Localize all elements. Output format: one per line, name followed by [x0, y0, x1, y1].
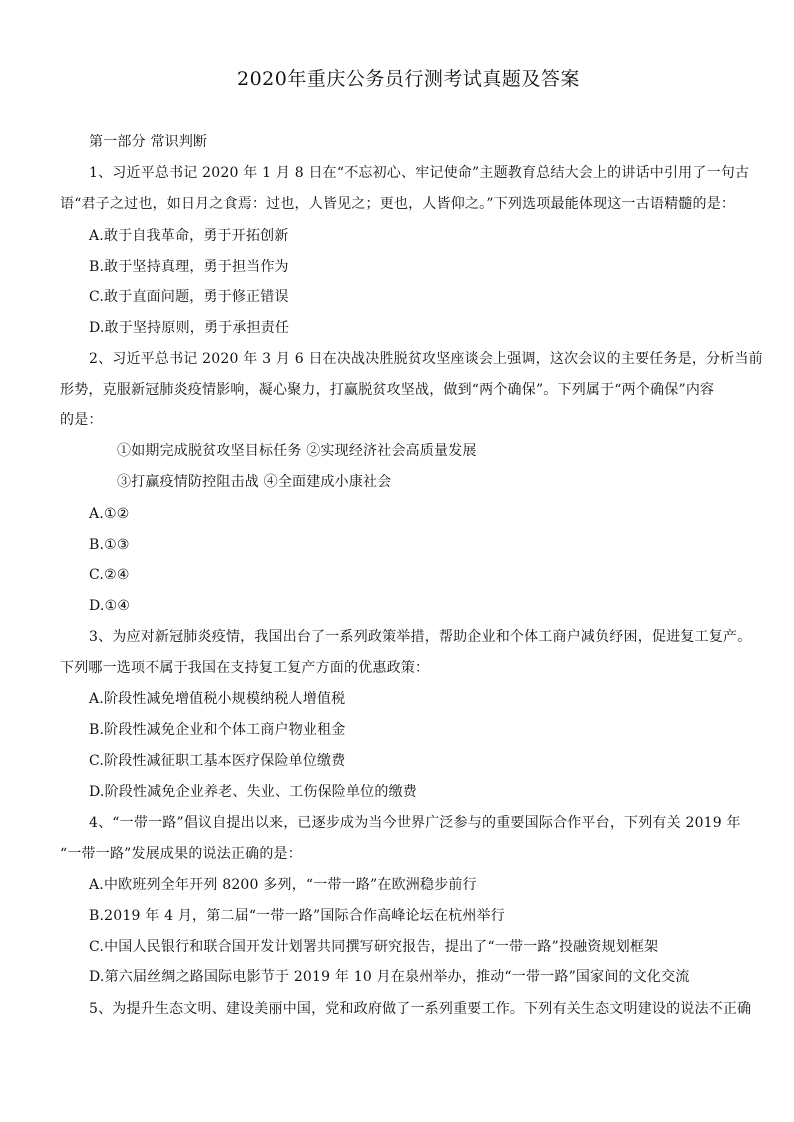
option-c: C.敢于直面问题，勇于修正错误: [89, 289, 289, 305]
option-c: C.阶段性减征职工基本医疗保险单位缴费: [89, 753, 346, 769]
numbered-items-line: ③打赢疫情防控阻击战 ④全面建成小康社会: [117, 474, 392, 490]
option-b: B.2019 年 4 月，第二届“一带一路”国际合作高峰论坛在杭州举行: [89, 908, 505, 924]
option-d: D.①④: [89, 598, 131, 614]
option-c: C.②④: [89, 567, 130, 583]
option-b: B.阶段性减免企业和个体工商户物业租金: [89, 722, 346, 738]
question-stem-line: 4、“一带一路”倡议自提出以来，已逐步成为当今世界广泛参与的重要国际合作平台，下列有关 2019 年: [89, 815, 741, 831]
question-stem-line: 下列哪一选项不属于我国在支持复工复产方面的优惠政策：: [60, 660, 430, 676]
numbered-items-line: ①如期完成脱贫攻坚目标任务 ②实现经济社会高质量发展: [117, 443, 477, 459]
section-heading: 第一部分 常识判断: [89, 134, 208, 150]
option-c: C.中国人民银行和联合国开发计划署共同撰写研究报告，提出了“一带一路”投融资规划框架: [89, 939, 659, 955]
option-d: D.第六届丝绸之路国际电影节于 2019 年 10 月在泉州举办，推动“一带一路”国家间的文化交流: [89, 969, 690, 985]
option-a: A.中欧班列全年开列 8200 多列，“一带一路”在欧洲稳步前行: [89, 877, 477, 893]
option-a: A.阶段性减免增值税小规模纳税人增值税: [89, 691, 346, 707]
question-stem-line: 的是：: [60, 412, 103, 428]
option-d: D.敢于坚持原则，勇于承担责任: [89, 320, 290, 336]
question-stem-line: 5、为提升生态文明、建设美丽中国，党和政府做了一系列重要工作。下列有关生态文明建设的说法不正确: [89, 1001, 752, 1017]
question-stem-line: “一带一路”发展成果的说法正确的是：: [60, 846, 302, 862]
question-stem-line: 1、习近平总书记 2020 年 1 月 8 日在“不忘初心、牢记使命”主题教育总结大会上的讲话中引用了一句古: [89, 165, 750, 181]
question-stem-line: 形势，克服新冠肺炎疫情影响，凝心聚力，打赢脱贫攻坚战，做到“两个确保”。下列属于“两个确保”内容: [60, 382, 715, 398]
option-b: B.敢于坚持真理，勇于担当作为: [89, 259, 289, 275]
option-a: A.敢于自我革命，勇于开拓创新: [89, 228, 289, 244]
option-d: D.阶段性减免企业养老、失业、工伤保险单位的缴费: [89, 784, 417, 800]
option-b: B.①③: [89, 537, 130, 553]
question-stem-line: 3、为应对新冠肺炎疫情，我国出台了一系列政策举措，帮助企业和个体工商户减负纾困，促进复工复产。: [89, 629, 752, 645]
question-stem-line: 语“君子之过也，如日月之食焉：过也，人皆见之；更也，人皆仰之。”下列选项最能体现这一古语精髓的是：: [60, 196, 736, 212]
page-title: 2020年重庆公务员行测考试真题及答案: [237, 68, 580, 90]
option-a: A.①②: [89, 506, 130, 522]
question-stem-line: 2、习近平总书记 2020 年 3 月 6 日在决战决胜脱贫攻坚座谈会上强调，这次会议的主要任务是，分析当前: [89, 351, 763, 367]
